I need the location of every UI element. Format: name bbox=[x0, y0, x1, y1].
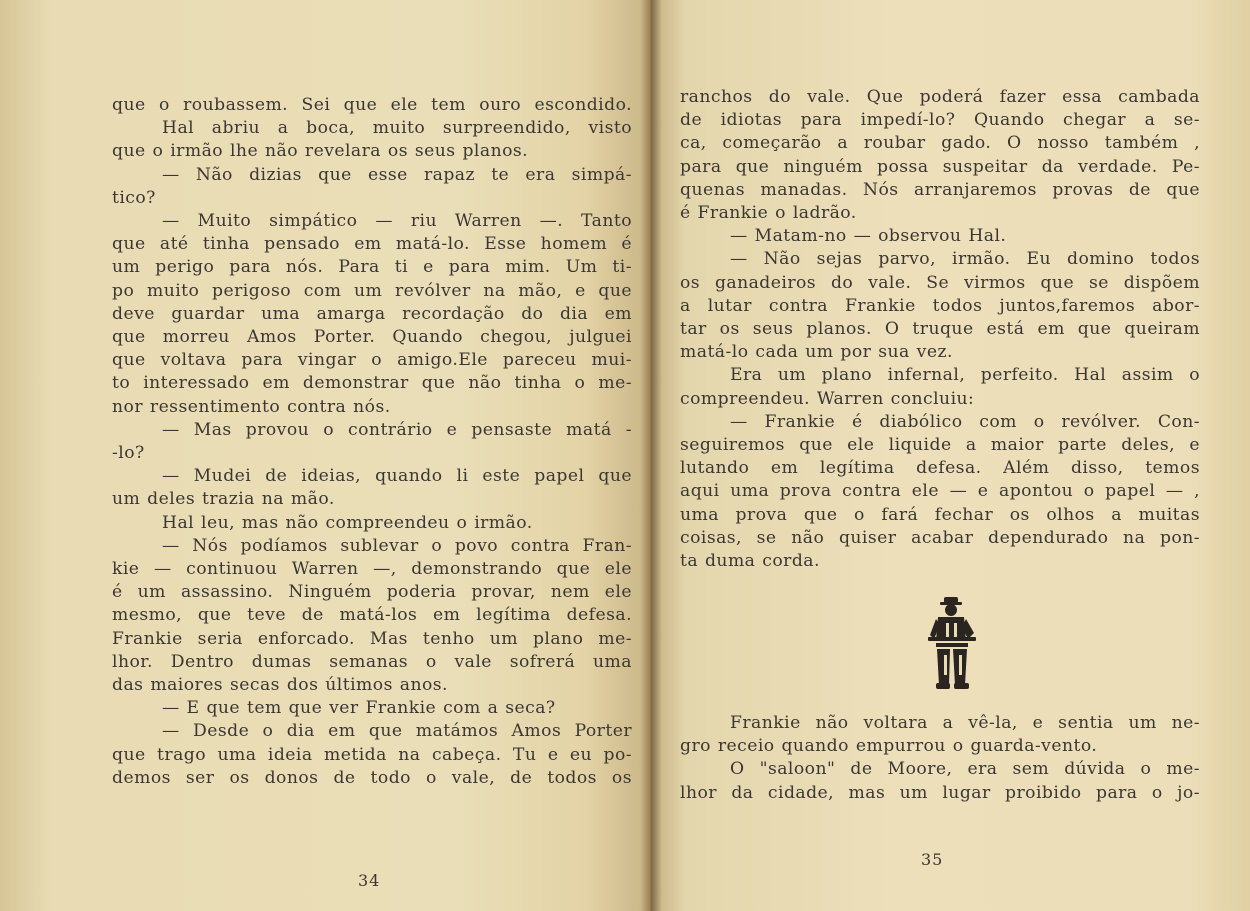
text-line: tar os seus planos. O truque está em que queiram bbox=[680, 319, 1200, 340]
text-line: — Desde o dia em que matámos Amos Porter bbox=[162, 721, 632, 742]
text-line: lutando em legítima defesa. Além disso, temos bbox=[680, 458, 1200, 479]
text-line: que voltava para vingar o amigo.Ele pareceu mui- bbox=[112, 350, 632, 371]
text-line: to interessado em demonstrar que não tinha o me- bbox=[112, 373, 632, 394]
text-line: ta duma corda. bbox=[680, 551, 820, 572]
text-line: que até tinha pensado em matá-lo. Esse homem é bbox=[112, 234, 632, 255]
text-line: mesmo, que teve de matá-los em legítima defesa. bbox=[112, 605, 632, 626]
text-line: para que ninguém possa suspeitar da verdade. Pe- bbox=[680, 156, 1200, 177]
text-line: lhor da cidade, mas um lugar proibido para o jo- bbox=[680, 782, 1200, 803]
text-line: lhor. Dentro dumas semanas o vale sofrerá uma bbox=[112, 651, 632, 672]
text-line: a lutar contra Frankie todos juntos,faremos abor- bbox=[680, 295, 1200, 316]
text-line: um deles trazia na mão. bbox=[112, 489, 335, 510]
text-line: os ganadeiros do vale. Se virmos que se dispõem bbox=[680, 272, 1200, 293]
text-line: O "saloon" de Moore, era sem dúvida o me- bbox=[730, 759, 1200, 780]
text-line: Hal abriu a boca, muito surpreendido, visto bbox=[162, 118, 632, 139]
text-line: — E que tem que ver Frankie com a seca? bbox=[162, 698, 556, 719]
text-line: po muito perigoso com um revólver na mão, e que bbox=[112, 280, 632, 301]
text-line: Frankie seria enforcado. Mas tenho um plano me- bbox=[112, 628, 632, 649]
text-line: — Mudei de ideias, quando li este papel que bbox=[162, 466, 632, 487]
cowboy-vignette-icon bbox=[922, 595, 982, 693]
text-line: nor ressentimento contra nós. bbox=[112, 396, 391, 417]
text-line: quenas manadas. Nós arranjaremos provas de que bbox=[680, 179, 1200, 200]
text-line: — Muito simpático — riu Warren —. Tanto bbox=[162, 211, 632, 232]
text-line: aqui uma prova contra ele — e apontou o papel — , bbox=[680, 481, 1200, 502]
page-number-left: 34 bbox=[358, 871, 381, 890]
text-line: Frankie não voltara a vê-la, e sentia um ne- bbox=[730, 713, 1200, 733]
text-line: tico? bbox=[112, 187, 156, 208]
text-line: de idiotas para impedí-lo? Quando chegar a se- bbox=[680, 110, 1200, 131]
right-page-text bbox=[680, 86, 1200, 573]
text-line: — Frankie é diabólico com o revólver. Con- bbox=[730, 411, 1200, 432]
book-gutter bbox=[640, 0, 662, 911]
text-line: coisas, se não quiser acabar dependurado na pon- bbox=[680, 527, 1200, 548]
text-line: que trago uma ideia metida na cabeça. Tu e eu po- bbox=[112, 744, 632, 765]
text-line: das maiores secas dos últimos anos. bbox=[112, 675, 448, 696]
text-line: — Não sejas parvo, irmão. Eu domino todos bbox=[730, 249, 1200, 270]
text-line: — Mas provou o contrário e pensaste matá - bbox=[162, 419, 632, 440]
text-line: — Não dizias que esse rapaz te era simpá- bbox=[162, 164, 632, 185]
text-line: — Matam-no — observou Hal. bbox=[730, 226, 1007, 247]
text-line: kie — continuou Warren —, demonstrando que ele bbox=[112, 559, 632, 580]
text-line: um perigo para nós. Para ti e para mim. Um ti- bbox=[112, 257, 632, 278]
text-line: -lo? bbox=[112, 443, 145, 464]
text-line: demos ser os donos de todo o vale, de todos os bbox=[112, 767, 632, 788]
text-line: que morreu Amos Porter. Quando chegou, julguei bbox=[112, 327, 632, 348]
text-line: uma prova que o fará fechar os olhos a muitas bbox=[680, 504, 1200, 525]
text-line: é um assassino. Ninguém poderia provar, nem ele bbox=[112, 582, 632, 603]
right-page-section-text bbox=[680, 712, 1200, 805]
text-line: é Frankie o ladrão. bbox=[680, 203, 857, 224]
text-line: ca, começarão a roubar gado. O nosso também , bbox=[680, 133, 1200, 154]
text-line: matá-lo cada um por sua vez. bbox=[680, 342, 953, 363]
text-line: que o irmão lhe não revelara os seus planos. bbox=[112, 141, 529, 162]
text-line: seguiremos que ele liquide a maior parte deles, e bbox=[680, 435, 1200, 456]
text-line: Hal leu, mas não compreendeu o irmão. bbox=[162, 512, 533, 533]
text-line: gro receio quando empurrou o guarda-vento. bbox=[680, 736, 1098, 757]
text-line: — Nós podíamos sublevar o povo contra Fran- bbox=[162, 535, 632, 556]
left-page-text bbox=[112, 94, 632, 790]
text-line: ranchos do vale. Que poderá fazer essa cambada bbox=[680, 87, 1200, 107]
text-line: deve guardar uma amarga recordação do dia em bbox=[112, 303, 632, 324]
text-line: compreendeu. Warren concluiu: bbox=[680, 388, 975, 409]
text-line: Era um plano infernal, perfeito. Hal assim o bbox=[730, 365, 1200, 386]
text-line: que o roubassem. Sei que ele tem ouro escondido. bbox=[112, 95, 632, 115]
page-number-right: 35 bbox=[921, 850, 944, 869]
